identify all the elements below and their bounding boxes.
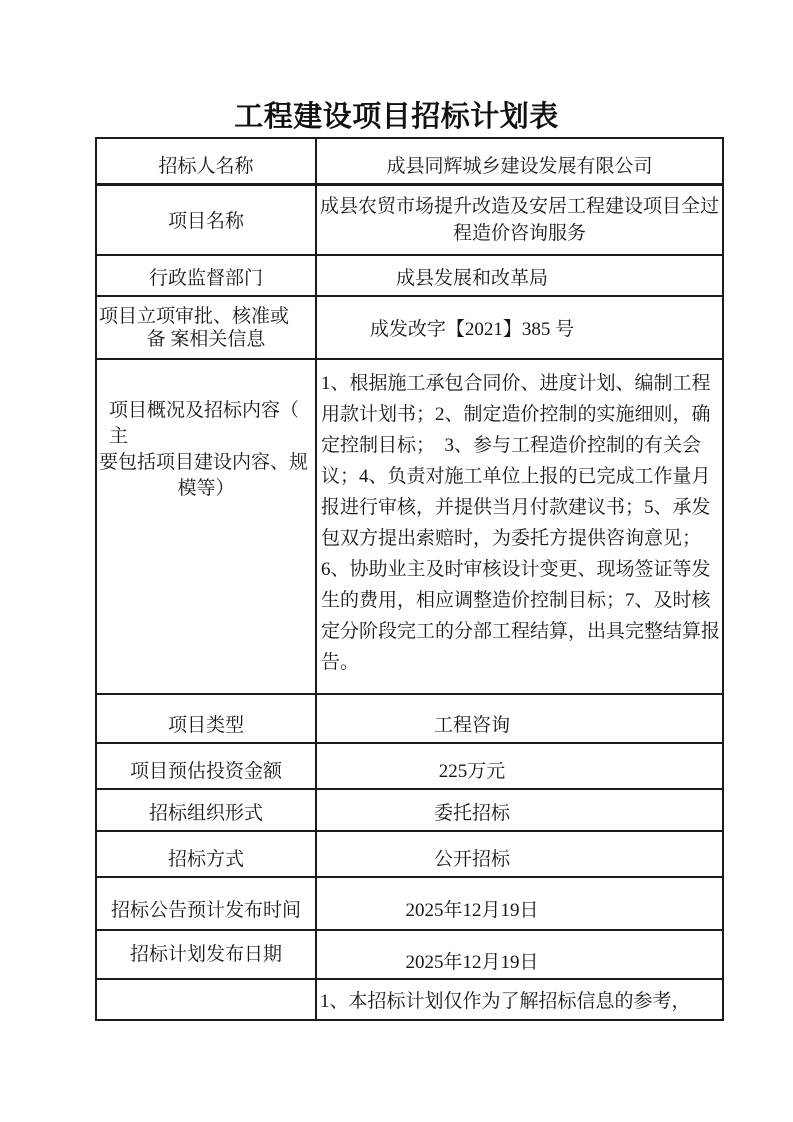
project-overview-label-line: 项目概况及招标内容（ <box>109 400 300 421</box>
project-overview-label-line: 主 <box>109 426 129 447</box>
table-row <box>96 694 723 743</box>
tenderee-name-value: 成县同辉城乡建设发展有限公司 <box>316 138 723 184</box>
bidding-plan-table <box>95 137 724 1021</box>
announcement-expected-date-label: 招标公告预计发布时间 <box>96 877 316 930</box>
project-overview-label-line: 要包括项目建设内容、规 <box>99 452 309 473</box>
note-label <box>96 979 316 1020</box>
approval-info-value: 成发改字【2021】385 号 <box>316 296 723 359</box>
estimated-investment-value: 225万元 <box>316 743 723 789</box>
table-row <box>96 831 723 877</box>
project-type-label: 项目类型 <box>96 694 316 743</box>
project-name-value: 成县农贸市场提升改造及安居工程建设项目全过程造价咨询服务 <box>316 184 723 255</box>
project-name-label: 项目名称 <box>96 184 316 255</box>
project-overview-label-line: 模等） <box>177 478 235 499</box>
approval-info-label-line: 项目立项审批、核准或 <box>99 305 290 327</box>
table-row <box>96 789 723 831</box>
table-row <box>96 359 723 694</box>
project-overview-label <box>96 359 316 694</box>
project-overview-value: 1、根据施工承包合同价、进度计划、编制工程用款计划书；2、制定造价控制的实施细则，确定控制目标； 3、参与工程造价控制的有关会议；4、负责对施工单位上报的已完成工作量月报进行审核，并提供当月付款建议书；5、承发包双方提出索赔时，为委托方提供咨询意见；6、协助业主及时审核设计变更、现场签证等发生的费用，相应调整造价控制目标；7、及时核定分阶段完工的分部工程结算，出具完整结算报告。 <box>316 359 723 694</box>
note-value: 1、本招标计划仅作为了解招标信息的参考， <box>316 979 723 1020</box>
announcement-expected-date-value: 2025年12月19日 <box>316 877 723 930</box>
table-row <box>96 930 723 979</box>
table-row <box>96 255 723 296</box>
table-row <box>96 138 723 184</box>
page-title: 工程建设项目招标计划表 <box>234 101 559 133</box>
plan-publish-date-value: 2025年12月19日 <box>316 930 723 979</box>
estimated-investment-label: 项目预估投资金额 <box>96 743 316 789</box>
table-row <box>96 979 723 1020</box>
supervision-department-label: 行政监督部门 <box>96 255 316 296</box>
bid-organization-form-value: 委托招标 <box>316 789 723 831</box>
approval-info-label <box>96 296 316 359</box>
table-row <box>96 743 723 789</box>
plan-publish-date-label: 招标计划发布日期 <box>96 930 316 979</box>
approval-info-label-line: 备 案相关信息 <box>146 328 266 350</box>
bid-organization-form-label: 招标组织形式 <box>96 789 316 831</box>
tenderee-name-label: 招标人名称 <box>96 138 316 184</box>
table-row <box>96 877 723 930</box>
bid-method-label: 招标方式 <box>96 831 316 877</box>
table-row <box>96 296 723 359</box>
supervision-department-value: 成县发展和改革局 <box>316 255 723 296</box>
table-row <box>96 184 723 255</box>
bid-method-value: 公开招标 <box>316 831 723 877</box>
project-type-value: 工程咨询 <box>316 694 723 743</box>
